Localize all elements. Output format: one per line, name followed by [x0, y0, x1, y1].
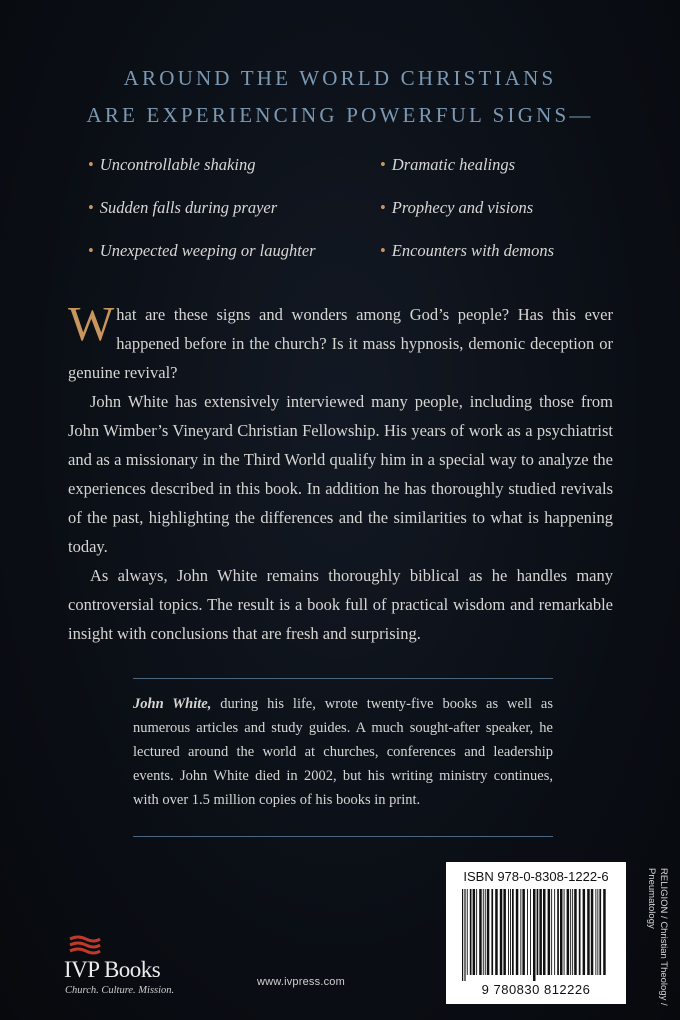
barcode-bar — [599, 889, 601, 975]
flag-icon — [68, 935, 102, 957]
author-bio-text: during his life, wrote twenty-five books as well as numerous articles and study guides. A much sought-after speaker, he lectured around the world at churches, conferences and leadership events. John White died in 2002, but his writing ministry continues, with over 1.5 million copies of his books in print. — [133, 696, 553, 808]
isbn-label: ISBN 978-0-8308-1222-6 — [463, 869, 609, 884]
barcode-bar — [462, 889, 463, 981]
bullet-icon: • — [380, 155, 386, 174]
description-paragraph-3: As always, John White remains thoroughly biblical as he handles many controversial topics. The result is a book full of practical wisdom and remarkable insight with conclusions that are fresh and surprising. — [68, 566, 613, 643]
barcode-bar — [464, 889, 465, 981]
barcode-bar — [591, 889, 594, 975]
barcode-bar — [567, 889, 570, 975]
barcode-bar — [537, 889, 539, 975]
description-paragraph-1: What are these signs and wonders among God’s people? Has this ever happened before in the church? Is it mass hypnosis, demonic deception or genuine revival? — [68, 296, 613, 382]
sign-item: • Dramatic healings — [380, 155, 516, 174]
divider-top — [133, 678, 553, 679]
barcode-bar — [491, 889, 493, 975]
barcode-bar — [467, 889, 468, 975]
bullet-icon: • — [88, 241, 94, 260]
description — [68, 296, 613, 648]
barcode-bar — [564, 889, 565, 975]
barcode-bar — [512, 889, 514, 975]
barcode-bar — [485, 889, 486, 975]
barcode-bar — [473, 889, 476, 975]
barcode-bar — [560, 889, 563, 975]
barcode-bar — [476, 889, 477, 975]
barcode-bar — [500, 889, 503, 975]
barcode-bar — [595, 889, 596, 975]
barcode-bars — [460, 889, 612, 981]
barcode-bar — [495, 889, 498, 975]
barcode-bar — [597, 889, 598, 975]
sign-item: • Uncontrollable shaking — [88, 155, 256, 174]
author-bio — [133, 692, 553, 812]
barcode-bar — [487, 889, 490, 975]
bullet-icon: • — [88, 155, 94, 174]
barcode-bar — [508, 889, 509, 975]
barcode-bar — [479, 889, 482, 975]
barcode-bar — [583, 889, 586, 975]
publisher-logo — [64, 935, 184, 995]
publisher-name: IVP Books — [64, 957, 161, 982]
barcode-bar — [530, 889, 531, 975]
barcode-bar — [510, 889, 511, 975]
signs-list — [88, 155, 608, 275]
drop-cap: W — [68, 296, 115, 351]
headline-line-2: ARE EXPERIENCING POWERFUL SIGNS— — [86, 103, 594, 127]
barcode-bar — [483, 889, 484, 975]
barcode-bar — [572, 889, 573, 975]
sign-item: • Prophecy and visions — [380, 198, 534, 217]
barcode-digits: 9 780830 812226 — [481, 982, 591, 997]
barcode-bar — [533, 889, 536, 981]
divider-bottom — [133, 836, 553, 837]
headline-line-1: AROUND THE WORLD CHRISTIANS — [123, 66, 557, 90]
barcode-bar — [603, 889, 606, 975]
barcode-bar — [516, 889, 519, 975]
publisher-tagline: Church. Culture. Mission. — [65, 985, 175, 996]
barcode-bar — [522, 889, 525, 975]
barcode-bar — [570, 889, 571, 975]
sign-item: • Encounters with demons — [380, 241, 555, 260]
barcode-bar — [543, 889, 546, 975]
barcode-bar — [551, 889, 552, 975]
sign-item: • Unexpected weeping or laughter — [88, 241, 316, 260]
barcode-bar — [520, 889, 521, 975]
barcode — [446, 862, 626, 1004]
barcode-bar — [554, 889, 555, 975]
description-paragraph-2: John White has extensively interviewed many people, including those from John Wimber’s Vineyard Christian Fellowship. His years of work as a psychiatrist and as a missionary in the Third World qualify him in a special way to analyze the experiences described in this book. In addition he has thoroughly studied revivals of the past, highlighting the differences and the similarities to what is happening today. — [68, 392, 613, 556]
barcode-bar — [539, 889, 542, 975]
barcode-bar — [503, 889, 506, 975]
barcode-bar — [579, 889, 581, 975]
author-name: John White, — [133, 696, 212, 712]
barcode-bar — [548, 889, 551, 975]
headline — [0, 60, 680, 134]
barcode-bar — [470, 889, 472, 975]
barcode-bar — [574, 889, 577, 975]
bullet-icon: • — [380, 198, 386, 217]
publisher-url: www.ivpress.com — [257, 976, 345, 988]
barcode-bar — [587, 889, 590, 975]
bullet-icon: • — [380, 241, 386, 260]
sign-item: • Sudden falls during prayer — [88, 198, 278, 217]
bullet-icon: • — [88, 198, 94, 217]
barcode-bar — [527, 889, 528, 975]
barcode-bar — [557, 889, 559, 975]
category-label: RELIGION / Christian Theology / Pneumatology — [646, 868, 669, 1006]
